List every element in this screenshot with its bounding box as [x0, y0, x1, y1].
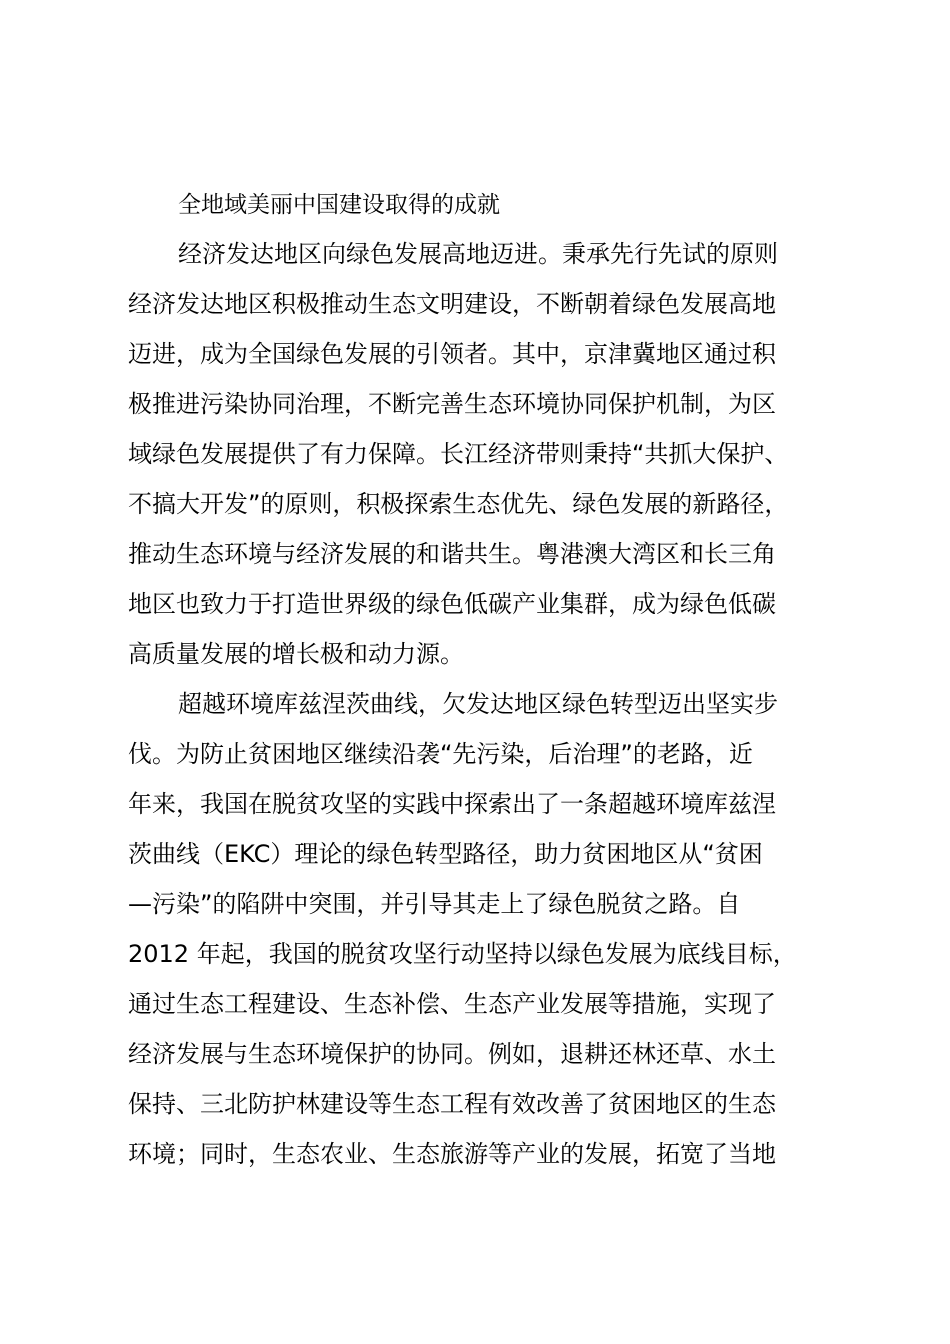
paragraph-line: 伐。为防止贫困地区继续沿袭“先污染，后治理”的老路，近 [128, 740, 753, 768]
paragraph-line: 保持、三北防护林建设等生态工程有效改善了贫困地区的生态 [128, 1090, 776, 1118]
paragraph-line: 年来，我国在脱贫攻坚的实践中探索出了一条超越环境库兹涅 [128, 790, 776, 818]
paragraph-line: 域绿色发展提供了有力保障。长江经济带则秉持“共抓大保护、 [128, 440, 789, 468]
paragraph-line: 2012 年起，我国的脱贫攻坚行动坚持以绿色发展为底线目标， [128, 940, 797, 968]
section-heading: 全地域美丽中国建设取得的成就 [178, 192, 500, 218]
paragraph-line: 经济发达地区向绿色发展高地迈进。秉承先行先试的原则 [178, 240, 778, 268]
paragraph-line: 通过生态工程建设、生态补偿、生态产业发展等措施，实现了 [128, 990, 776, 1018]
paragraph-line: 超越环境库兹涅茨曲线，欠发达地区绿色转型迈出坚实步 [178, 690, 778, 718]
paragraph-line: 不搞大开发”的原则，积极探索生态优先、绿色发展的新路径， [128, 490, 789, 518]
paragraph-line: 高质量发展的增长极和动力源。 [128, 640, 464, 668]
paragraph-line: 环境；同时，生态农业、生态旅游等产业的发展，拓宽了当地 [128, 1140, 776, 1168]
paragraph-line: 经济发展与生态环境保护的协同。例如，退耕还林还草、水土 [128, 1040, 776, 1068]
paragraph-line: 极推进污染协同治理，不断完善生态环境协同保护机制，为区 [128, 390, 776, 418]
paragraph-line: 推动生态环境与经济发展的和谐共生。粤港澳大湾区和长三角 [128, 540, 776, 568]
paragraph-line: 地区也致力于打造世界级的绿色低碳产业集群，成为绿色低碳 [128, 590, 776, 618]
paragraph-line: 迈进，成为全国绿色发展的引领者。其中，京津冀地区通过积 [128, 340, 776, 368]
paragraph-line: 经济发达地区积极推动生态文明建设，不断朝着绿色发展高地 [128, 290, 776, 318]
paragraph-line: 茨曲线（EKC）理论的绿色转型路径，助力贫困地区从“贫困 [128, 840, 763, 868]
paragraph-line: —污染”的陷阱中突围，并引导其走上了绿色脱贫之路。自 [128, 890, 741, 918]
